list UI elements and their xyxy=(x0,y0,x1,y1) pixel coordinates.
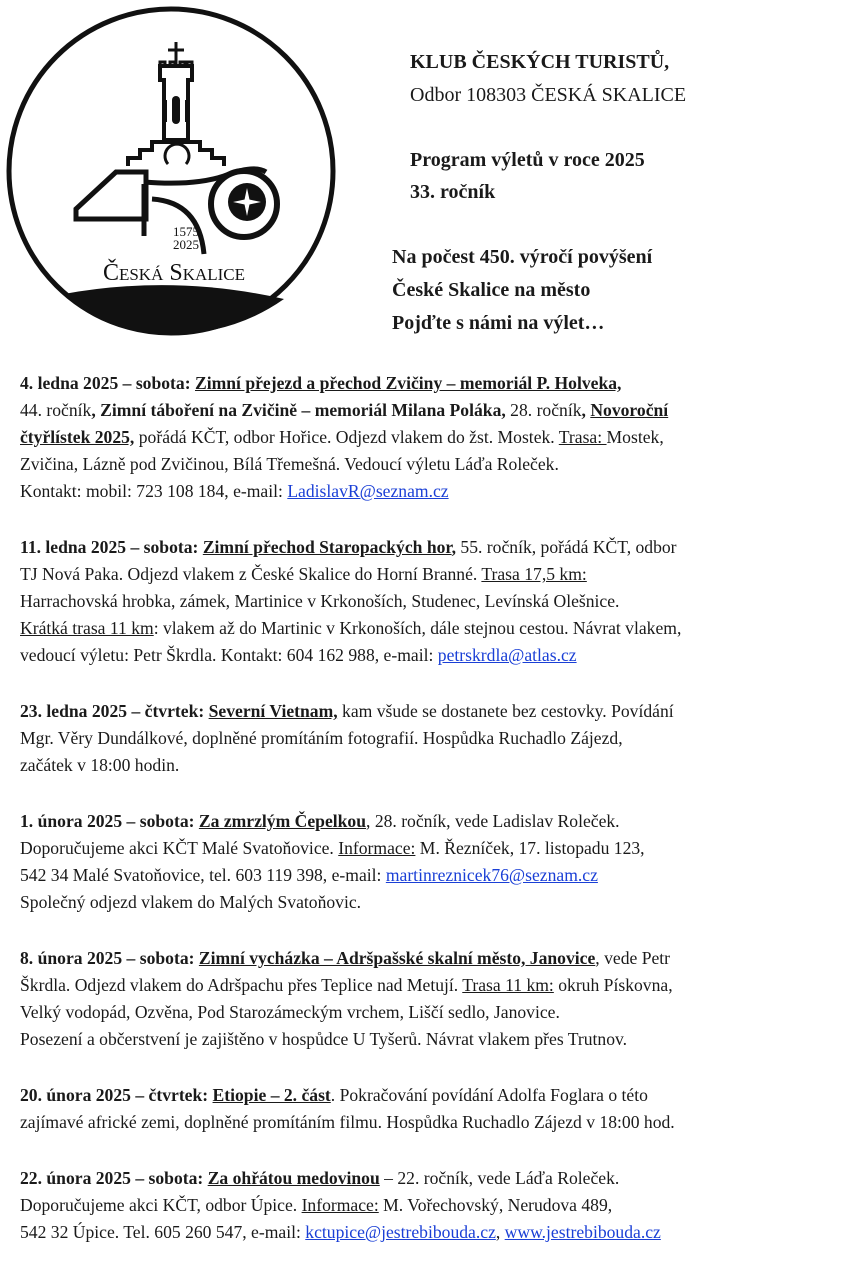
trip-text: M. Vořechovský, Nerudova 489, xyxy=(378,1195,613,1215)
club-name: KLUB ČESKÝCH TURISTŮ, xyxy=(410,51,670,73)
trip-name: Etiopie – 2. část xyxy=(212,1085,331,1105)
trip-text: kam všude se dostanete bez cestovky. Povídání xyxy=(337,701,674,721)
trip-text: 44. ročník xyxy=(20,400,92,420)
trip-text: , vede Petr xyxy=(595,948,671,968)
trip-text-line xyxy=(20,999,830,1026)
trip-text-line xyxy=(20,451,830,478)
trip-text-line xyxy=(20,698,830,725)
trip-name: Severní Vietnam, xyxy=(208,701,338,721)
logo-town-name: Česká Skalice xyxy=(102,260,246,286)
website-link[interactable]: www.jestrebibouda.cz xyxy=(504,1222,661,1242)
branch-name: Odbor 108303 ČESKÁ SKALICE xyxy=(410,84,687,106)
trip-text: , xyxy=(495,1222,505,1242)
motto-line-2: České Skalice na město xyxy=(392,279,591,301)
motto-line-1: Na počest 450. výročí povýšení xyxy=(392,246,653,268)
trip-text-line xyxy=(20,588,830,615)
trip-text: okruh Pískovna, xyxy=(553,975,673,995)
trip-text-line xyxy=(20,1026,830,1053)
town-anniversary-logo xyxy=(4,4,338,338)
trip-text: Doporučujeme akci KČT, odbor Úpice. xyxy=(20,1195,302,1215)
trip-text-line xyxy=(20,397,830,424)
trip-text: , 28. ročník, vede Ladislav Roleček. xyxy=(366,811,620,831)
trip-date: 4. ledna 2025 – sobota: xyxy=(20,373,195,393)
email-link[interactable]: LadislavR@seznam.cz xyxy=(287,481,449,501)
trip-text-line xyxy=(20,945,830,972)
edition: 33. ročník xyxy=(410,181,496,203)
trip-entry xyxy=(20,808,830,916)
trip-text: Zvičina, Lázně pod Zvičinou, Bílá Třemešná. Vedoucí výletu Láďa Roleček. xyxy=(20,454,559,474)
trip-text: : vlakem až do Martinic v Krkonoších, dále stejnou cestou. Návrat vlakem, xyxy=(153,618,682,638)
trip-date: 20. února 2025 – čtvrtek: xyxy=(20,1085,213,1105)
trip-date: 22. února 2025 – sobota: xyxy=(20,1168,208,1188)
trip-text: Mostek, xyxy=(606,427,664,447)
trip-text: TJ Nová Paka. Odjezd vlakem z České Skalice do Horní Branné. xyxy=(20,564,482,584)
trip-text: vedoucí výletu: Petr Škrdla. Kontakt: 604 162 988, e-mail: xyxy=(20,645,438,665)
trip-name: Zimní vycházka – Adršpašské skalní město, Janovice xyxy=(198,948,596,968)
email-link[interactable]: kctupice@jestrebibouda.cz xyxy=(305,1222,496,1242)
trip-text-line xyxy=(20,370,830,397)
trip-date: 11. ledna 2025 – sobota: xyxy=(20,537,203,557)
trip-text-line xyxy=(20,725,830,752)
trip-text: Posezení a občerstvení je zajištěno v hospůdce U Tyšerů. Návrat vlakem přes Trutnov. xyxy=(20,1029,628,1049)
trip-name: čtyřlístek 2025, xyxy=(20,427,135,447)
trip-text-line xyxy=(20,835,830,862)
trip-entry xyxy=(20,534,830,669)
trip-text: Krátká trasa 11 km xyxy=(20,618,154,638)
trip-text: Mgr. Věry Dundálkové, doplněné promítáním fotografií. Hospůdka Ruchadlo Zájezd, xyxy=(20,728,623,748)
trip-text: Velký vodopád, Ozvěna, Pod Starozámeckým vrchem, Liščí sedlo, Janovice. xyxy=(20,1002,560,1022)
trip-text: , xyxy=(451,537,457,557)
trip-text: . Pokračování povídání Adolfa Foglara o této xyxy=(330,1085,648,1105)
trip-list xyxy=(20,370,830,1275)
trip-entry xyxy=(20,945,830,1053)
trip-name: Zimní přechod Staropackých hor xyxy=(202,537,452,557)
trip-date: 23. ledna 2025 – čtvrtek: xyxy=(20,701,209,721)
trip-text: – 22. ročník, vede Láďa Roleček. xyxy=(379,1168,620,1188)
logo-year-start: 1575 xyxy=(173,224,199,239)
trip-text: Doporučujeme akci KČT Malé Svatoňovice. xyxy=(20,838,339,858)
trip-text-line xyxy=(20,478,830,505)
trip-text: Informace: xyxy=(301,1195,379,1215)
trip-text-line xyxy=(20,889,830,916)
email-link[interactable]: petrskrdla@atlas.cz xyxy=(437,645,577,665)
trip-entry xyxy=(20,1082,830,1136)
trip-text-line xyxy=(20,615,830,642)
trip-text: M. Řezníček, 17. listopadu 123, xyxy=(415,838,645,858)
trip-text: Kontakt: mobil: 723 108 184, e-mail: xyxy=(20,481,288,501)
motto-line-3: Pojďte s námi na výlet… xyxy=(392,312,605,334)
trip-text: 28. ročník xyxy=(505,400,582,420)
trip-text: Škrdla. Odjezd vlakem do Adršpachu přes Teplice nad Metují. xyxy=(20,975,463,995)
trip-text-line xyxy=(20,1192,830,1219)
trip-text-line xyxy=(20,1219,830,1246)
trip-text: zajímavé africké zemi, doplněné promítáním filmu. Hospůdka Ruchadlo Zájezd v 18:00 hod. xyxy=(20,1112,675,1132)
trip-text-line xyxy=(20,862,830,889)
trip-text-line xyxy=(20,1082,830,1109)
trip-text: Trasa 11 km: xyxy=(462,975,554,995)
trip-text: 55. ročník, pořádá KČT, odbor xyxy=(456,537,677,557)
trip-text-line xyxy=(20,972,830,999)
trip-text-line xyxy=(20,561,830,588)
trip-date: 8. února 2025 – sobota: xyxy=(20,948,199,968)
trip-name: Novoroční xyxy=(590,400,669,420)
trip-date: 1. února 2025 – sobota: xyxy=(20,811,199,831)
trip-text: Informace: xyxy=(338,838,416,858)
program-title: Program výletů v roce 2025 xyxy=(410,149,645,171)
trip-entry xyxy=(20,698,830,779)
email-link[interactable]: martinreznicek76@seznam.cz xyxy=(385,865,598,885)
trip-text: Trasa: xyxy=(558,427,607,447)
trip-name: Zimní přejezd a přechod Zvičiny – memoriál P. Holveka, xyxy=(194,373,622,393)
trip-text-line xyxy=(20,1165,830,1192)
trip-text: Trasa 17,5 km: xyxy=(481,564,587,584)
trip-text-line xyxy=(20,752,830,779)
trip-text-line xyxy=(20,642,830,669)
trip-entry xyxy=(20,370,830,505)
trip-name: Za zmrzlým Čepelkou xyxy=(198,811,367,831)
trip-text: pořádá KČT, odbor Hořice. Odjezd vlakem do žst. Mostek. xyxy=(134,427,559,447)
trip-text: 542 34 Malé Svatoňovice, tel. 603 119 398, e-mail: xyxy=(20,865,386,885)
trip-name: Za ohřátou medovinou xyxy=(207,1168,380,1188)
trip-text: Harrachovská hrobka, zámek, Martinice v Krkonoších, Studenec, Levínská Olešnice. xyxy=(20,591,620,611)
trip-entry xyxy=(20,1165,830,1246)
trip-text: Společný odjezd vlakem do Malých Svatoňovic. xyxy=(20,892,362,912)
trip-text-line xyxy=(20,1109,830,1136)
trip-text: , Zimní táboření na Zvičině – memoriál Milana Poláka, xyxy=(91,400,506,420)
trip-text-line xyxy=(20,808,830,835)
trip-text: začátek v 18:00 hodin. xyxy=(20,755,180,775)
trip-text: 542 32 Úpice. Tel. 605 260 547, e-mail: xyxy=(20,1222,306,1242)
trip-text-line xyxy=(20,424,830,451)
trip-text-line xyxy=(20,534,830,561)
logo-year-end: 2025 xyxy=(173,237,199,252)
trip-text: , xyxy=(581,400,591,420)
